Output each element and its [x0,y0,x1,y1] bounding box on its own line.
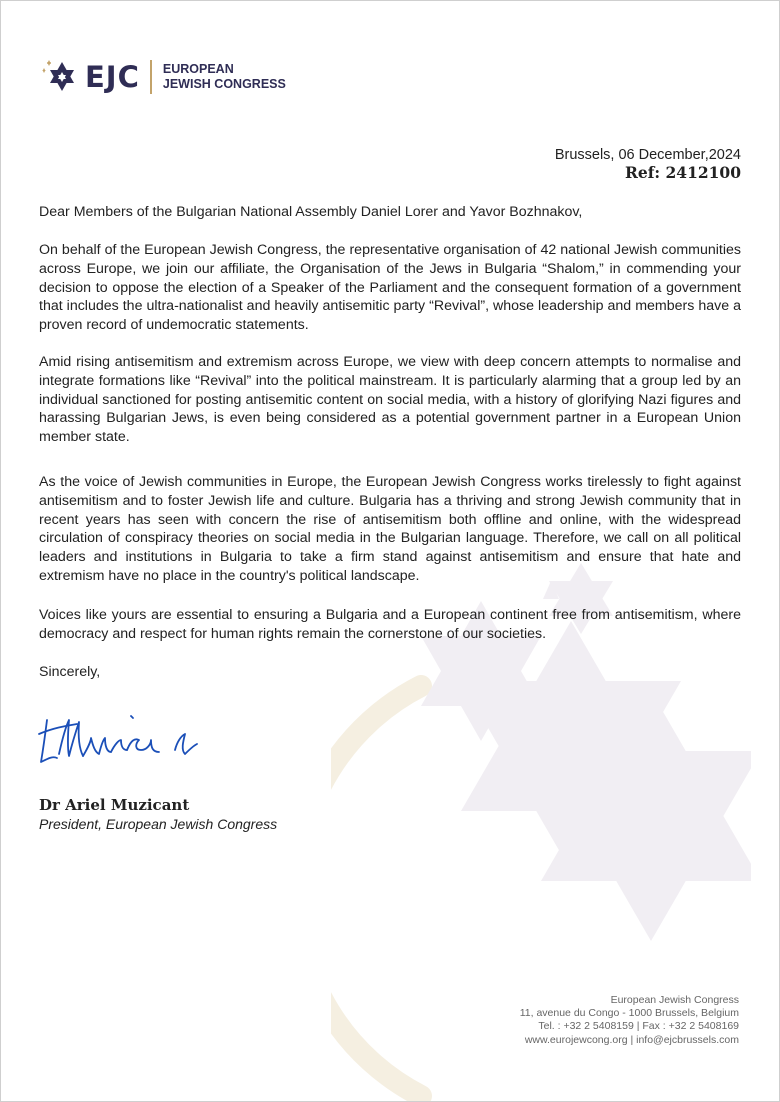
date-reference-block [555,146,741,182]
logo-name-line1: EUROPEAN [162,62,234,76]
paragraph-1: On behalf of the European Jewish Congress, the representative organisation of 42 national Jewish communities across Europe, we join our affiliate, the Organisation of the Jews in Bulgaria “Shalom,” in commending your decision to oppose the election of a Speaker of the Parliament and the consequent formation of a government that includes the ultra-nationalist and heavily antisemitic party “Revival”, whose leadership and members have a proven record of undemocratic statements. [39,242,741,334]
handwritten-signature [35,706,215,768]
closing: Sincerely, [39,664,101,680]
footer-contact [520,994,739,1047]
footer-address: 11, avenue du Congo - 1000 Brussels, Belgium [519,1007,739,1020]
reference-number: Ref: 2412100 [624,163,741,182]
signatory-block [39,796,277,834]
logo-organisation-name [163,62,286,92]
ejc-logo [41,55,286,99]
salutation: Dear Members of the Bulgarian National Assembly Daniel Lorer and Yavor Bozhnakov, [39,204,583,220]
footer-phones: Tel. : +32 2 5408159 | Fax : +32 2 5408169 [538,1020,739,1033]
star-of-david-logo-icon [41,57,81,97]
logo-divider [150,60,152,94]
paragraph-4: Voices like yours are essential to ensuring a Bulgaria and a European continent free from antisemitism, where democracy and respect for human rights remain the cornerstone of our societies. [39,607,741,642]
footer-web: www.eurojewcong.org | info@ejcbrussels.com [524,1033,739,1046]
footer-org: European Jewish Congress [610,994,739,1006]
signatory-name: Dr Ariel Muzicant [39,796,190,814]
logo-name-line2: JEWISH CONGRESS [162,77,286,91]
paragraph-2: Amid rising antisemitism and extremism across Europe, we view with deep concern attempts to normalise and integrate formations like “Revival” into the political mainstream. It is particularly alarming that a group led by an individual sanctioned for posting antisemitic content on social media, with a history of glorifying Nazi figures and harassing Bulgarian Jews, is even being considered as a potential government partner in a European Union member state. [39,354,741,446]
place-date: Brussels, 06 December,2024 [554,147,741,163]
paragraph-3: As the voice of Jewish communities in Europe, the European Jewish Congress works tirelessly to fight against antisemitism and to foster Jewish life and culture. Bulgaria has a thriving and strong Jewish community that in recent years has seen with concern the rise of antisemitism both offline and online, with the widespread circulation of conspiracy theories on social media in the Bulgarian language. Therefore, we call on all political leaders and institutions in Bulgaria to take a firm stand against antisemitism and ensure that hate and extremism have no place in the country's political landscape. [39,474,741,584]
signatory-title: President, European Jewish Congress [39,816,278,832]
logo-acronym: EJC [85,59,140,94]
